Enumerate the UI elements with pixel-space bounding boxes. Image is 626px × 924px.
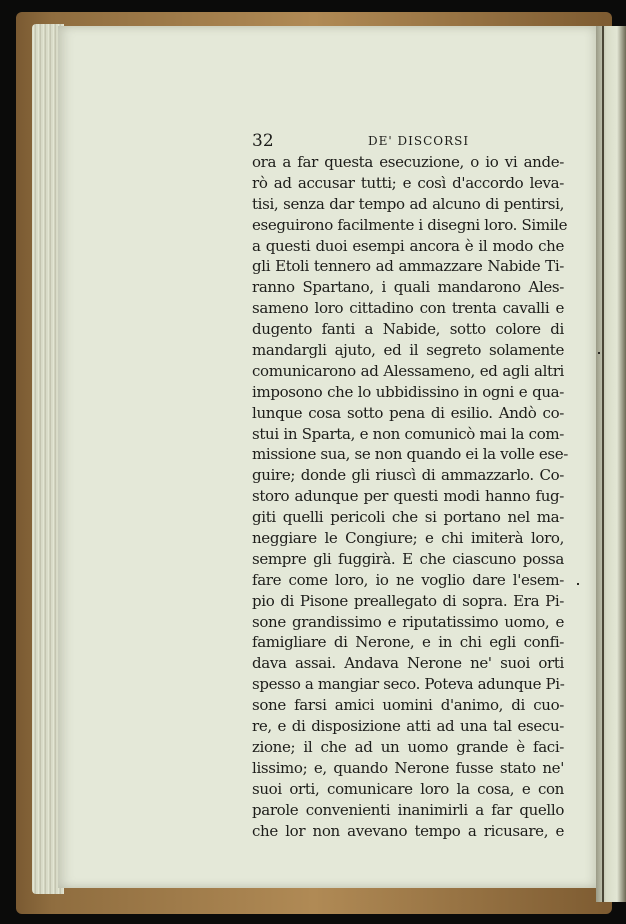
text-line: che lor non avevano tempo a ricusare, e xyxy=(252,821,564,840)
text-line: stui in Sparta, e non comunicò mai la com- xyxy=(252,424,564,443)
text-line: ranno Spartano, i quali mandarono Ales- xyxy=(252,278,564,297)
text-line: comunicarono ad Alessameno, ed agli altri xyxy=(252,361,564,380)
text-line: giti quelli pericoli che si portano nel ma- xyxy=(252,508,564,527)
text-line: imposono che lo ubbidissino in ogni e qua- xyxy=(252,382,564,401)
margin-speck xyxy=(577,583,579,585)
text-line: gli Etoli tennero ad ammazzare Nabide Ti- xyxy=(252,257,564,276)
text-line: dugento fanti a Nabide, sotto colore di xyxy=(252,320,564,339)
body-text xyxy=(252,152,568,841)
text-line: mandargli ajuto, ed il segreto solamente xyxy=(252,341,564,360)
facing-page-edge xyxy=(596,26,626,902)
text-line: tisi, senza dar tempo ad alcuno di pentirsi, xyxy=(252,194,564,213)
text-line: lunque cosa sotto pena di esilio. Andò co- xyxy=(252,403,564,422)
page-header xyxy=(252,130,564,152)
text-line: re, e di disposizione atti ad una tal esecu- xyxy=(252,717,564,736)
text-line: sameno loro cittadino con trenta cavalli e xyxy=(252,299,564,318)
text-line: pio di Pisone preallegato di sopra. Era Pi- xyxy=(252,591,564,610)
text-line: storo adunque per questi modi hanno fug- xyxy=(252,487,564,506)
text-line: suoi orti, comunicare loro la cosa, e con xyxy=(252,779,564,798)
running-head: DE' DISCORSI xyxy=(368,134,470,148)
text-line: zione; il che ad un uomo grande è faci- xyxy=(252,737,564,756)
text-line: missione sua, se non quando ei la volle ese- xyxy=(252,445,568,464)
text-line: sone grandissimo e riputatissimo uomo, e xyxy=(252,612,564,631)
text-line: neggiare le Congiure; e chi imiterà loro, xyxy=(252,529,564,548)
text-line: sempre gli fuggirà. E che ciascuno possa xyxy=(252,549,564,568)
text-line: sone farsi amici uomini d'animo, di cuo- xyxy=(252,696,564,715)
text-line: fare come loro, io ne voglio dare l'esem- xyxy=(252,570,564,589)
text-line: parole convenienti inanimirli a far quello xyxy=(252,800,564,819)
page-text-block xyxy=(252,130,568,841)
margin-speck xyxy=(598,352,600,354)
text-line: eseguirono facilmente i disegni loro. Simile xyxy=(252,215,568,234)
text-line: dava assai. Andava Nerone ne' suoi orti xyxy=(252,654,564,673)
text-line: guire; donde gli riuscì di ammazzarlo. Co- xyxy=(252,466,564,485)
page-number: 32 xyxy=(252,131,274,151)
text-line: rò ad accusar tutti; e così d'accordo leva- xyxy=(252,173,564,192)
text-line: lissimo; e, quando Nerone fusse stato ne' xyxy=(252,758,564,777)
text-line: ora a far questa esecuzione, o io vi ande- xyxy=(252,153,564,171)
text-line: spesso a mangiar seco. Poteva adunque Pi- xyxy=(252,675,565,694)
text-line: famigliare di Nerone, e in chi egli confi- xyxy=(252,633,564,652)
text-line: a questi duoi esempi ancora è il modo che xyxy=(252,236,564,255)
